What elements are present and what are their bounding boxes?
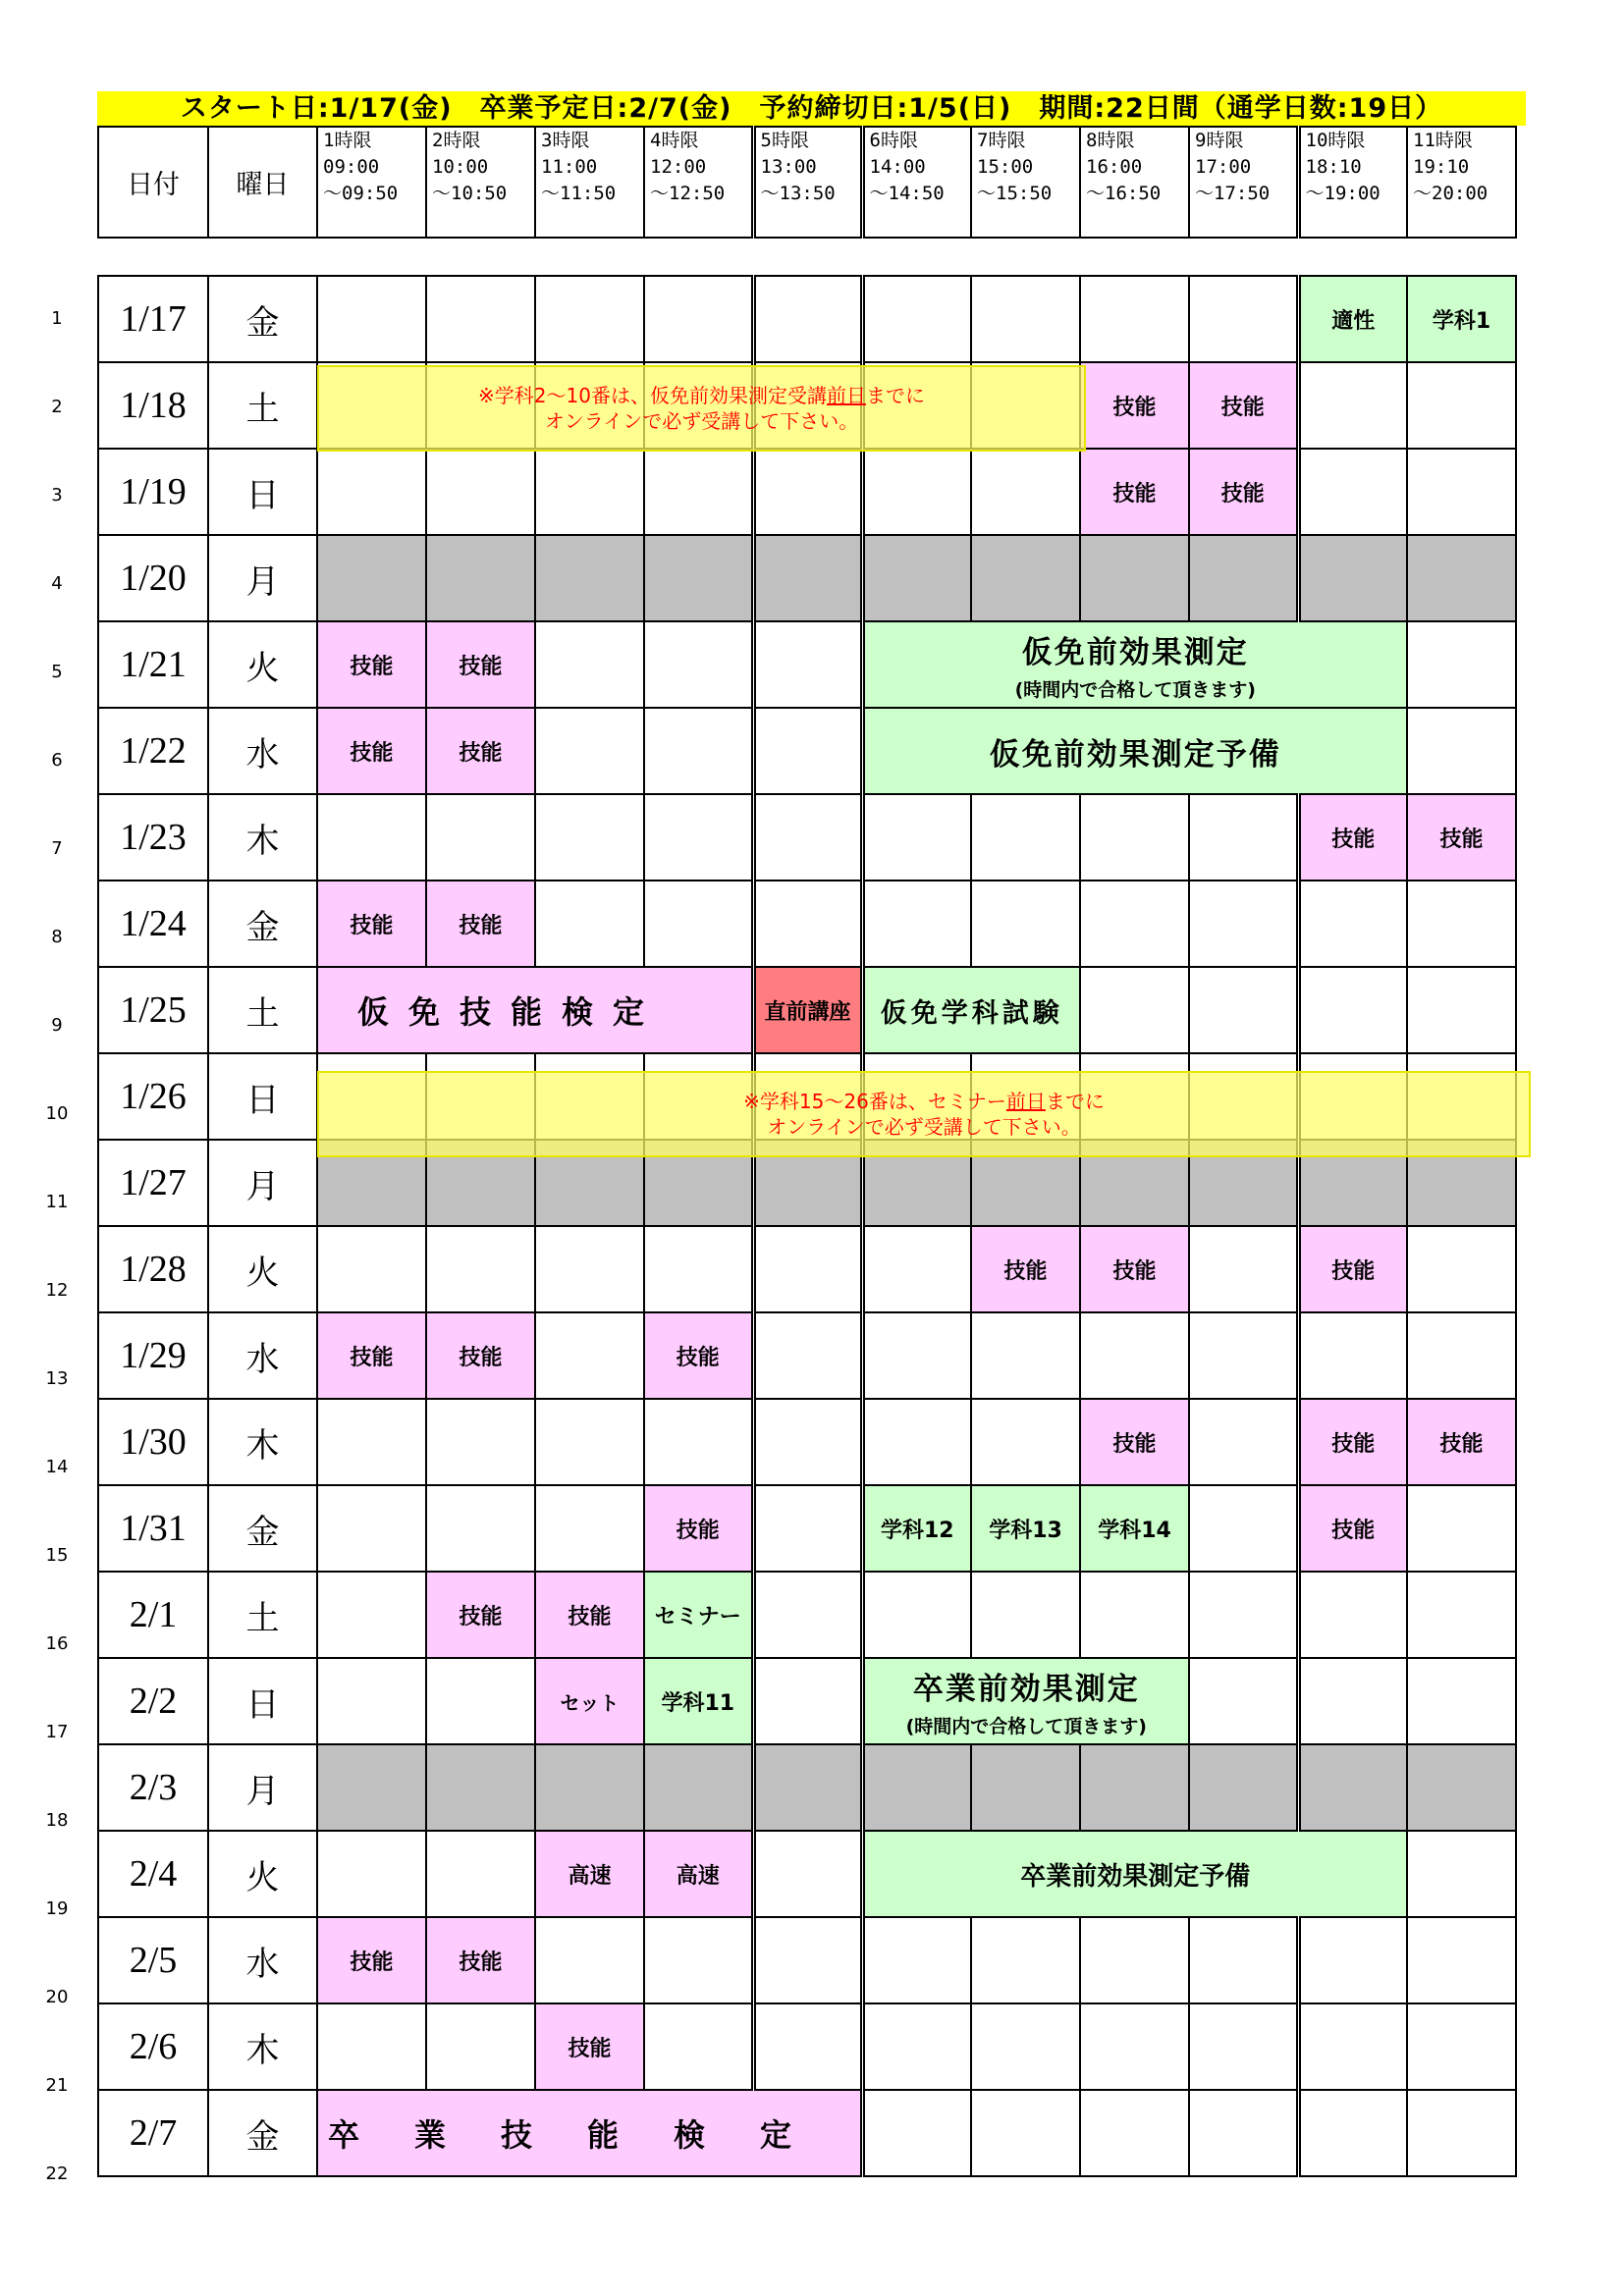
closed-slot	[1407, 535, 1516, 621]
row-number: 14	[45, 1457, 69, 1477]
slot[interactable]	[1189, 1312, 1298, 1399]
lesson-aptitude[interactable]: 適性	[1298, 276, 1407, 362]
slot[interactable]	[1407, 1917, 1516, 2003]
lesson-gino[interactable]: 技能	[1298, 1226, 1407, 1312]
schedule-table	[97, 275, 1517, 2177]
slot[interactable]	[862, 1226, 971, 1312]
period-4-header: 4時限 12:00 ～12:50	[644, 127, 753, 238]
closed-slot	[753, 535, 862, 621]
dow-cell: 月	[208, 535, 317, 621]
dow-cell: 火	[208, 621, 317, 708]
row-number: 20	[45, 1987, 69, 2007]
slot[interactable]	[1080, 1572, 1189, 1658]
period-8-header: 8時限 16:00 ～16:50	[1080, 127, 1189, 238]
slot[interactable]	[1189, 1917, 1298, 2003]
slot[interactable]	[535, 1917, 644, 2003]
slot[interactable]	[1407, 621, 1516, 708]
closed-slot	[644, 1744, 753, 1831]
dow-cell: 日	[208, 1053, 317, 1140]
slot[interactable]	[535, 1485, 644, 1572]
lesson-gino[interactable]: 技能	[1080, 362, 1189, 449]
slot[interactable]	[862, 2090, 971, 2176]
row-number: 12	[45, 1280, 69, 1301]
slot[interactable]	[753, 1658, 862, 1744]
slot[interactable]	[644, 794, 753, 881]
slot[interactable]	[1298, 1917, 1407, 2003]
closed-slot	[644, 535, 753, 621]
dow-cell: 火	[208, 1226, 317, 1312]
dow-cell: 水	[208, 1917, 317, 2003]
dow-header: 曜日	[208, 127, 317, 238]
slot[interactable]	[1298, 967, 1407, 1053]
slot[interactable]	[753, 881, 862, 967]
slot[interactable]	[1407, 362, 1516, 449]
closed-slot	[862, 1744, 971, 1831]
row-number: 17	[45, 1722, 69, 1742]
lesson-gino[interactable]: 技能	[426, 621, 535, 708]
slot[interactable]	[317, 2003, 426, 2090]
slot[interactable]	[644, 1226, 753, 1312]
slot[interactable]	[1298, 362, 1407, 449]
slot[interactable]	[862, 2003, 971, 2090]
table-row	[98, 1485, 1516, 1572]
slot[interactable]	[753, 1226, 862, 1312]
closed-slot	[426, 1744, 535, 1831]
closed-slot	[862, 535, 971, 621]
slot[interactable]	[971, 2090, 1080, 2176]
slot[interactable]	[971, 1399, 1080, 1485]
closed-slot	[317, 1744, 426, 1831]
slot[interactable]	[1189, 276, 1298, 362]
date-cell: 1/18	[98, 362, 208, 449]
lesson-gino[interactable]: 技能	[535, 1572, 644, 1658]
slot[interactable]	[426, 794, 535, 881]
row-number: 9	[51, 1015, 63, 1036]
slot[interactable]	[753, 708, 862, 794]
date-cell: 2/4	[98, 1831, 208, 1917]
period-9-header: 9時限 17:00 ～17:50	[1189, 127, 1298, 238]
slot[interactable]	[1407, 449, 1516, 535]
slot[interactable]	[1407, 967, 1516, 1053]
slot[interactable]	[971, 449, 1080, 535]
slot[interactable]	[317, 1572, 426, 1658]
lesson-sotsugyo-sokutei-yobi[interactable]: 卒業前効果測定予備	[862, 1831, 1407, 1917]
slot[interactable]	[862, 1399, 971, 1485]
slot[interactable]	[535, 276, 644, 362]
slot[interactable]	[644, 881, 753, 967]
slot[interactable]	[753, 621, 862, 708]
table-row	[98, 1226, 1516, 1312]
slot[interactable]	[1080, 2090, 1189, 2176]
lesson-kosoku[interactable]: 高速	[535, 1831, 644, 1917]
lesson-gino[interactable]: 技能	[426, 1312, 535, 1399]
slot[interactable]	[644, 708, 753, 794]
date-cell: 2/7	[98, 2090, 208, 2176]
table-row	[98, 2003, 1516, 2090]
closed-slot	[317, 535, 426, 621]
slot[interactable]	[426, 2003, 535, 2090]
dow-cell: 金	[208, 881, 317, 967]
table-row	[98, 794, 1516, 881]
lesson-sotsugyo-sokutei[interactable]: 卒業前効果測定 (時間内で合格して頂きます)	[862, 1658, 1189, 1744]
slot[interactable]	[1407, 1658, 1516, 1744]
slot[interactable]	[1080, 1917, 1189, 2003]
closed-slot	[1189, 535, 1298, 621]
lesson-gakka-13[interactable]: 学科13	[971, 1485, 1080, 1572]
date-cell: 1/26	[98, 1053, 208, 1140]
lesson-gino[interactable]: 技能	[1298, 1399, 1407, 1485]
date-cell: 2/6	[98, 2003, 208, 2090]
dow-cell: 火	[208, 1831, 317, 1917]
slot[interactable]	[1407, 2003, 1516, 2090]
table-row	[98, 967, 1516, 1053]
slot[interactable]	[971, 794, 1080, 881]
slot[interactable]	[1189, 1572, 1298, 1658]
lesson-gino[interactable]: 技能	[426, 881, 535, 967]
slot[interactable]	[1407, 1312, 1516, 1399]
slot[interactable]	[862, 1312, 971, 1399]
period-1-header: 1時限 09:00 ～09:50	[317, 127, 426, 238]
closed-slot	[426, 535, 535, 621]
dow-cell: 木	[208, 794, 317, 881]
closed-slot	[753, 1744, 862, 1831]
slot[interactable]	[1298, 881, 1407, 967]
period-10-header: 10時限 18:10 ～19:00	[1298, 127, 1407, 238]
note-line: オンラインで必ず受講して下さい。	[544, 409, 859, 433]
date-cell: 1/22	[98, 708, 208, 794]
slot[interactable]	[1407, 1226, 1516, 1312]
table-row	[98, 449, 1516, 535]
lesson-gino[interactable]: 技能	[317, 708, 426, 794]
slot[interactable]	[535, 1226, 644, 1312]
slot[interactable]	[1298, 449, 1407, 535]
lesson-gino[interactable]: 技能	[1407, 1399, 1516, 1485]
slot[interactable]	[1080, 794, 1189, 881]
slot[interactable]	[753, 1399, 862, 1485]
slot[interactable]	[426, 1399, 535, 1485]
table-row	[98, 1572, 1516, 1658]
slot[interactable]	[644, 1917, 753, 2003]
period-7-header: 7時限 15:00 ～15:50	[971, 127, 1080, 238]
slot[interactable]	[535, 794, 644, 881]
lesson-karimen-gino-kentei[interactable]: 仮免技能検定	[317, 967, 753, 1053]
lesson-gino[interactable]: 技能	[317, 621, 426, 708]
dow-cell: 水	[208, 1312, 317, 1399]
lesson-gino[interactable]: 技能	[1298, 1485, 1407, 1572]
slot[interactable]	[1189, 1399, 1298, 1485]
date-cell: 2/3	[98, 1744, 208, 1831]
date-cell: 1/25	[98, 967, 208, 1053]
date-cell: 1/20	[98, 535, 208, 621]
lesson-gino[interactable]: 技能	[535, 2003, 644, 2090]
note-line: ※学科2～10番は、仮免前効果測定受講前日までに	[478, 384, 925, 407]
lesson-gino[interactable]: 技能	[644, 1485, 753, 1572]
table-row	[98, 1744, 1516, 1831]
slot[interactable]	[317, 1658, 426, 1744]
row-number: 1	[51, 308, 63, 329]
row-number: 4	[51, 573, 63, 594]
slot[interactable]	[1407, 708, 1516, 794]
date-cell: 1/31	[98, 1485, 208, 1572]
lesson-gino[interactable]: 技能	[426, 1572, 535, 1658]
slot[interactable]	[753, 1572, 862, 1658]
lesson-gino[interactable]: 技能	[1298, 794, 1407, 881]
slot[interactable]	[535, 449, 644, 535]
lesson-chokuzen-koza[interactable]: 直前講座	[753, 967, 862, 1053]
online-gakka-note-2	[317, 1071, 1531, 1157]
lesson-karimen-gakka-shiken[interactable]: 仮免学科試験	[862, 967, 1080, 1053]
date-cell: 1/17	[98, 276, 208, 362]
slot[interactable]	[753, 1485, 862, 1572]
period-11-header: 11時限 19:10 ～20:00	[1407, 127, 1516, 238]
slot[interactable]	[862, 449, 971, 535]
slot[interactable]	[1407, 1485, 1516, 1572]
lesson-gino[interactable]: 技能	[644, 1312, 753, 1399]
date-cell: 1/23	[98, 794, 208, 881]
row-number: 15	[45, 1545, 69, 1566]
slot[interactable]	[644, 449, 753, 535]
lesson-gino[interactable]: 技能	[971, 1226, 1080, 1312]
table-row	[98, 535, 1516, 621]
slot[interactable]	[1298, 1312, 1407, 1399]
lesson-gakka-11[interactable]: 学科11	[644, 1658, 753, 1744]
slot[interactable]	[862, 1917, 971, 2003]
closed-slot	[1298, 1744, 1407, 1831]
slot[interactable]	[753, 1917, 862, 2003]
lesson-gakka-1[interactable]: 学科1	[1407, 276, 1516, 362]
lesson-sotsugyo-gino-kentei[interactable]: 卒業技能検定	[317, 2090, 862, 2176]
slot[interactable]	[1189, 1658, 1298, 1744]
date-cell: 1/29	[98, 1312, 208, 1399]
row-number: 3	[51, 485, 63, 506]
slot[interactable]	[1298, 1572, 1407, 1658]
slot[interactable]	[1407, 1572, 1516, 1658]
dow-cell: 土	[208, 362, 317, 449]
lesson-gino[interactable]: 技能	[1080, 1399, 1189, 1485]
slot[interactable]	[644, 2003, 753, 2090]
table-row	[98, 708, 1516, 794]
date-cell: 1/24	[98, 881, 208, 967]
table-row	[98, 276, 1516, 362]
row-number: 16	[45, 1633, 69, 1654]
lesson-gino[interactable]: 技能	[426, 1917, 535, 2003]
closed-slot	[1189, 1744, 1298, 1831]
slot[interactable]	[1189, 1485, 1298, 1572]
slot[interactable]	[317, 1485, 426, 1572]
slot[interactable]	[535, 881, 644, 967]
dow-cell: 金	[208, 276, 317, 362]
date-cell: 2/5	[98, 1917, 208, 2003]
lesson-gino[interactable]: 技能	[1080, 449, 1189, 535]
table-row	[98, 881, 1516, 967]
slot[interactable]	[862, 881, 971, 967]
closed-slot	[1407, 1744, 1516, 1831]
lesson-gino[interactable]: 技能	[317, 1917, 426, 2003]
slot[interactable]	[317, 449, 426, 535]
table-row	[98, 2090, 1516, 2176]
date-cell: 1/30	[98, 1399, 208, 1485]
slot[interactable]	[753, 1831, 862, 1917]
row-number: 5	[51, 662, 63, 682]
row-number: 11	[45, 1192, 69, 1212]
slot[interactable]	[317, 794, 426, 881]
date-header: 日付	[98, 127, 208, 238]
slot[interactable]	[1298, 2090, 1407, 2176]
dow-cell: 月	[208, 1744, 317, 1831]
slot[interactable]	[753, 449, 862, 535]
date-cell: 2/1	[98, 1572, 208, 1658]
slot[interactable]	[535, 1312, 644, 1399]
slot[interactable]	[971, 1917, 1080, 2003]
slot[interactable]	[426, 449, 535, 535]
dow-cell: 土	[208, 1572, 317, 1658]
slot[interactable]	[426, 1226, 535, 1312]
lesson-gino[interactable]: 技能	[1080, 1226, 1189, 1312]
row-number: 22	[45, 2163, 69, 2184]
slot[interactable]	[862, 1572, 971, 1658]
slot[interactable]	[644, 621, 753, 708]
row-number: 13	[45, 1368, 69, 1389]
slot[interactable]	[535, 708, 644, 794]
slot[interactable]	[1189, 794, 1298, 881]
dow-cell: 日	[208, 449, 317, 535]
dow-cell: 木	[208, 2003, 317, 2090]
lesson-gino[interactable]: 技能	[426, 708, 535, 794]
row-number: 2	[51, 397, 63, 417]
slot[interactable]	[862, 276, 971, 362]
slot[interactable]	[753, 2003, 862, 2090]
row-number: 18	[45, 1810, 69, 1831]
slot[interactable]	[644, 276, 753, 362]
slot[interactable]	[317, 1399, 426, 1485]
closed-slot	[1298, 535, 1407, 621]
dow-cell: 水	[208, 708, 317, 794]
date-cell: 1/28	[98, 1226, 208, 1312]
row-number: 19	[45, 1898, 69, 1919]
slot[interactable]	[1407, 2090, 1516, 2176]
period-6-header: 6時限 14:00 ～14:50	[862, 127, 971, 238]
slot[interactable]	[1407, 1831, 1516, 1917]
lesson-karimen-sokutei[interactable]: 仮免前効果測定 (時間内で合格して頂きます)	[862, 621, 1407, 708]
slot[interactable]	[1298, 2003, 1407, 2090]
closed-slot	[1080, 535, 1189, 621]
slot[interactable]	[426, 276, 535, 362]
closed-slot	[971, 535, 1080, 621]
date-cell: 2/2	[98, 1658, 208, 1744]
slot[interactable]	[971, 1312, 1080, 1399]
lesson-seminar[interactable]: セミナー	[644, 1572, 753, 1658]
period-2-header: 2時限 10:00 ～10:50	[426, 127, 535, 238]
lesson-gino[interactable]: 技能	[1189, 362, 1298, 449]
slot[interactable]	[1080, 967, 1189, 1053]
lesson-gino[interactable]: 技能	[1407, 794, 1516, 881]
slot[interactable]	[1298, 1658, 1407, 1744]
row-number: 21	[45, 2075, 69, 2096]
dow-cell: 土	[208, 967, 317, 1053]
slot[interactable]	[535, 621, 644, 708]
slot[interactable]	[971, 2003, 1080, 2090]
row-number: 8	[51, 927, 63, 947]
slot[interactable]	[426, 1831, 535, 1917]
header-table	[97, 126, 1517, 239]
slot[interactable]	[753, 276, 862, 362]
table-row	[98, 1831, 1516, 1917]
row-number: 10	[45, 1103, 69, 1124]
slot[interactable]	[971, 1572, 1080, 1658]
slot[interactable]	[317, 1831, 426, 1917]
lesson-gino[interactable]: 技能	[317, 881, 426, 967]
table-row	[98, 1312, 1516, 1399]
row-number: 7	[51, 838, 63, 859]
slot[interactable]	[753, 794, 862, 881]
table-row	[98, 1658, 1516, 1744]
slot[interactable]	[426, 1658, 535, 1744]
lesson-gakka-12[interactable]: 学科12	[862, 1485, 971, 1572]
lesson-karimen-sokutei-yobi[interactable]: 仮免前効果測定予備	[862, 708, 1407, 794]
closed-slot	[535, 535, 644, 621]
dow-cell: 月	[208, 1140, 317, 1226]
slot[interactable]	[971, 881, 1080, 967]
slot[interactable]	[1189, 2090, 1298, 2176]
row-number: 6	[51, 750, 63, 771]
date-cell: 1/27	[98, 1140, 208, 1226]
note-line: オンラインで必ず受講して下さい。	[767, 1115, 1081, 1139]
closed-slot	[535, 1744, 644, 1831]
slot[interactable]	[317, 1226, 426, 1312]
schedule-summary-banner: スタート日:1/17(金) 卒業予定日:2/7(金) 予約締切日:1/5(日) 期間:22日間（通学日数:19日）	[97, 91, 1526, 126]
lesson-gino[interactable]: 技能	[317, 1312, 426, 1399]
slot[interactable]	[1407, 881, 1516, 967]
slot[interactable]	[317, 276, 426, 362]
slot[interactable]	[1080, 2003, 1189, 2090]
slot[interactable]	[1189, 2003, 1298, 2090]
closed-slot	[971, 1744, 1080, 1831]
dow-cell: 日	[208, 1658, 317, 1744]
date-cell: 1/19	[98, 449, 208, 535]
period-5-header: 5時限 13:00 ～13:50	[753, 127, 862, 238]
slot[interactable]	[1189, 967, 1298, 1053]
slot[interactable]	[862, 794, 971, 881]
table-row	[98, 621, 1516, 708]
lesson-gino[interactable]: 技能	[1189, 449, 1298, 535]
date-cell: 1/21	[98, 621, 208, 708]
slot[interactable]	[535, 1399, 644, 1485]
slot[interactable]	[1080, 276, 1189, 362]
dow-cell: 金	[208, 1485, 317, 1572]
slot[interactable]	[644, 1399, 753, 1485]
slot[interactable]	[971, 276, 1080, 362]
closed-slot	[1080, 1744, 1189, 1831]
dow-cell: 金	[208, 2090, 317, 2176]
lesson-gakka-14[interactable]: 学科14	[1080, 1485, 1189, 1572]
slot[interactable]	[426, 1485, 535, 1572]
slot[interactable]	[1080, 1312, 1189, 1399]
note-line: ※学科15～26番は、セミナー前日までに	[743, 1090, 1105, 1113]
slot[interactable]	[1189, 1226, 1298, 1312]
table-row	[98, 1399, 1516, 1485]
lesson-set[interactable]: セット	[535, 1658, 644, 1744]
lesson-kosoku[interactable]: 高速	[644, 1831, 753, 1917]
period-3-header: 3時限 11:00 ～11:50	[535, 127, 644, 238]
online-gakka-note-1	[317, 365, 1086, 452]
slot[interactable]	[753, 1312, 862, 1399]
dow-cell: 木	[208, 1399, 317, 1485]
slot[interactable]	[1080, 881, 1189, 967]
table-row	[98, 1917, 1516, 2003]
slot[interactable]	[1189, 881, 1298, 967]
